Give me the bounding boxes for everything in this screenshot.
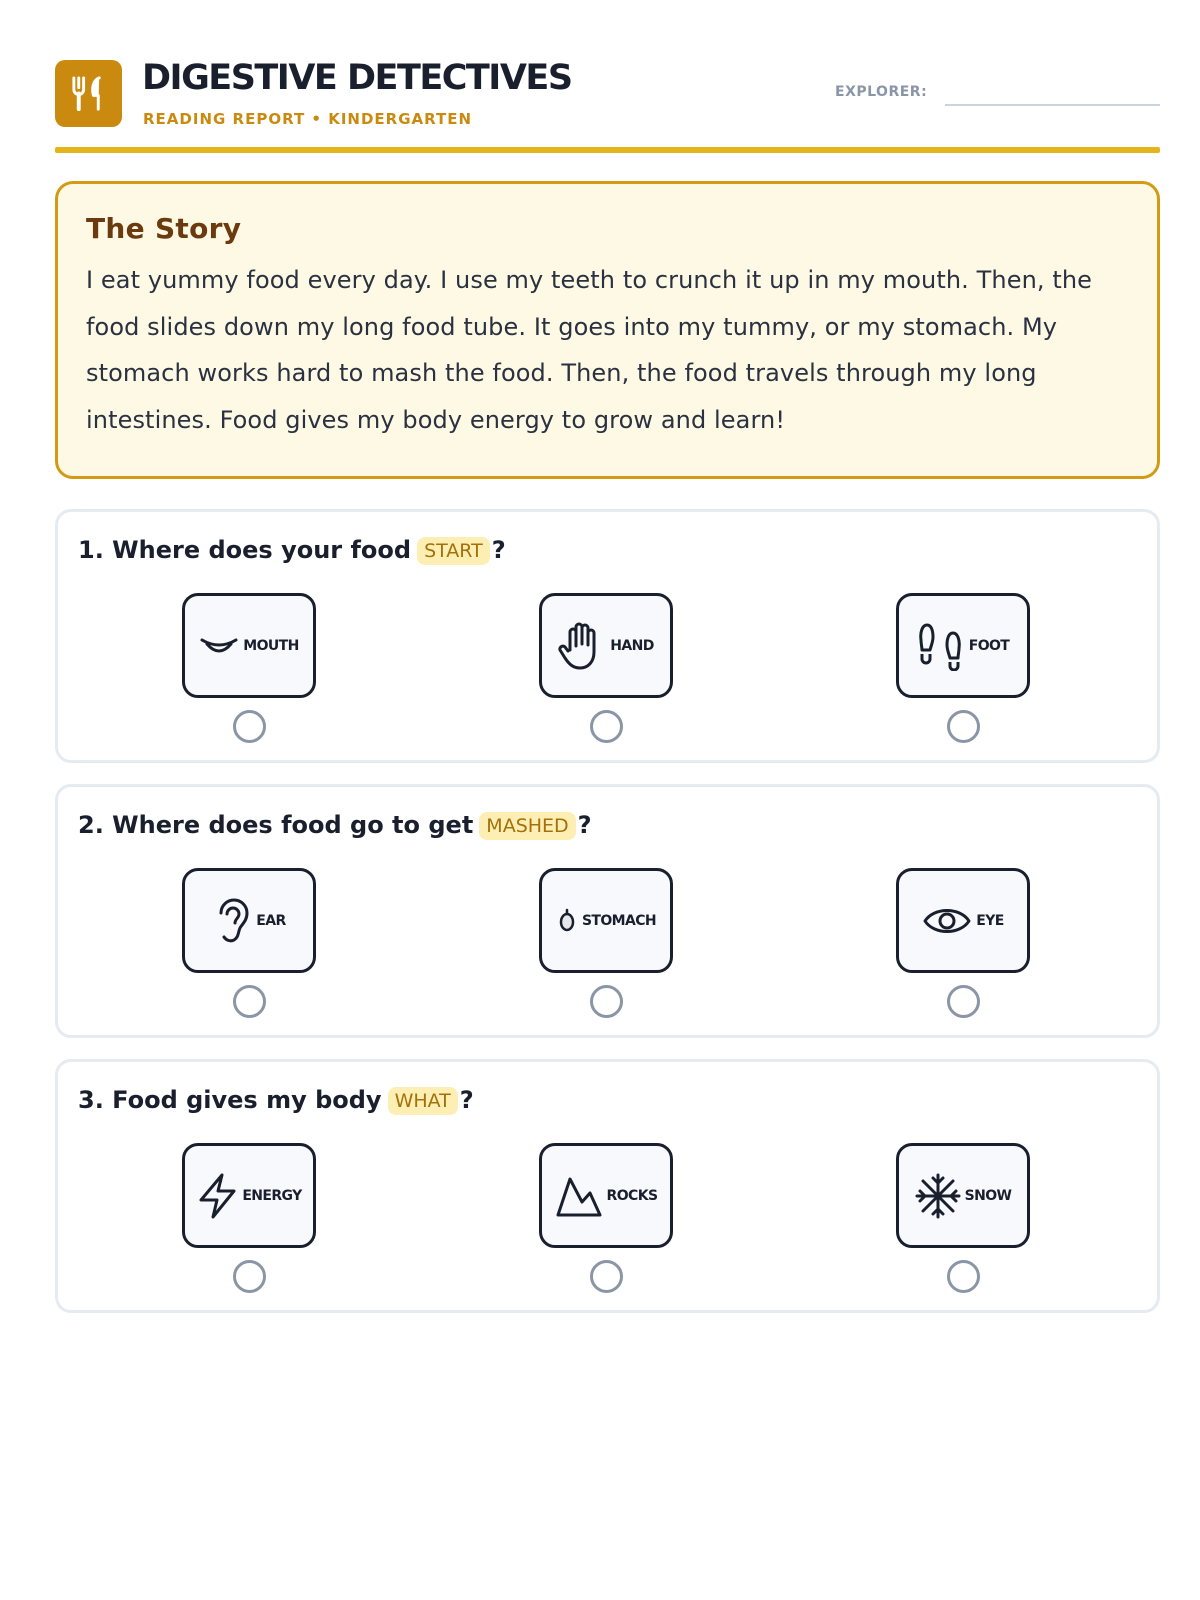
story-text: I eat yummy food every day. I use my teeth to crunch it up in my mouth. Then, the food slides down my long food tube. It goes into my tummy, or my stomach. My stomach works hard to mash the food. Then, the food travels through my long intestines. Food gives my body energy to grow and learn! <box>86 266 1093 434</box>
option-label: EAR <box>256 912 286 929</box>
answer-radio-foot[interactable] <box>947 710 980 743</box>
hand-icon <box>558 620 606 672</box>
page-subtitle: READING REPORT • KINDERGARTEN <box>143 110 473 128</box>
question-prefix: 1. Where does your food <box>78 536 412 564</box>
snowflake-icon <box>915 1173 961 1219</box>
explorer-label: EXPLORER: <box>835 84 928 100</box>
footprints-icon <box>917 621 965 671</box>
mouth-icon <box>199 634 239 658</box>
logo <box>55 60 122 127</box>
answer-radio-mouth[interactable] <box>233 710 266 743</box>
lightning-bolt-icon <box>196 1172 238 1220</box>
question-suffix: ? <box>577 811 592 839</box>
option-label: ENERGY <box>242 1187 302 1204</box>
option-label: MOUTH <box>243 637 299 654</box>
option-label: FOOT <box>968 637 1010 654</box>
question-keyword: MASHED <box>479 812 575 840</box>
option-card-ear[interactable] <box>182 868 316 973</box>
answer-radio-ear[interactable] <box>233 985 266 1018</box>
answer-radio-rocks[interactable] <box>590 1260 623 1293</box>
page-title: DIGESTIVE DETECTIVES <box>142 58 572 98</box>
answer-radio-energy[interactable] <box>233 1260 266 1293</box>
story-box <box>55 181 1160 479</box>
option-card-hand[interactable] <box>539 593 673 698</box>
option-label: SNOW <box>964 1187 1012 1204</box>
ear-icon <box>212 895 252 947</box>
question-text <box>78 1086 474 1115</box>
option-card-foot[interactable] <box>896 593 1030 698</box>
question-suffix: ? <box>491 536 506 564</box>
option-label: ROCKS <box>606 1187 658 1204</box>
answer-radio-eye[interactable] <box>947 985 980 1018</box>
answer-radio-hand[interactable] <box>590 710 623 743</box>
option-card-stomach[interactable] <box>539 868 673 973</box>
eye-icon <box>922 903 972 939</box>
question-keyword: START <box>417 537 490 565</box>
option-label: EYE <box>976 912 1004 929</box>
option-card-eye[interactable] <box>896 868 1030 973</box>
question-card-2 <box>55 784 1160 1038</box>
worksheet-header <box>55 60 1160 156</box>
story-title: The Story <box>86 212 242 245</box>
answer-radio-stomach[interactable] <box>590 985 623 1018</box>
stomach-icon <box>556 908 578 934</box>
question-text <box>78 536 506 565</box>
option-card-snow[interactable] <box>896 1143 1030 1248</box>
option-card-mouth[interactable] <box>182 593 316 698</box>
option-card-energy[interactable] <box>182 1143 316 1248</box>
answer-radio-snow[interactable] <box>947 1260 980 1293</box>
option-label: HAND <box>610 637 654 654</box>
question-suffix: ? <box>459 1086 474 1114</box>
question-text <box>78 811 592 840</box>
question-keyword: WHAT <box>388 1087 458 1115</box>
question-card-1 <box>55 509 1160 763</box>
header-divider <box>55 147 1160 153</box>
option-label: STOMACH <box>581 912 657 929</box>
option-card-rocks[interactable] <box>539 1143 673 1248</box>
explorer-name-field[interactable] <box>945 104 1160 106</box>
question-prefix: 2. Where does food go to get <box>78 811 474 839</box>
mountain-icon <box>555 1174 603 1218</box>
fork-knife-icon <box>69 74 108 113</box>
question-card-3 <box>55 1059 1160 1313</box>
question-prefix: 3. Food gives my body <box>78 1086 382 1114</box>
